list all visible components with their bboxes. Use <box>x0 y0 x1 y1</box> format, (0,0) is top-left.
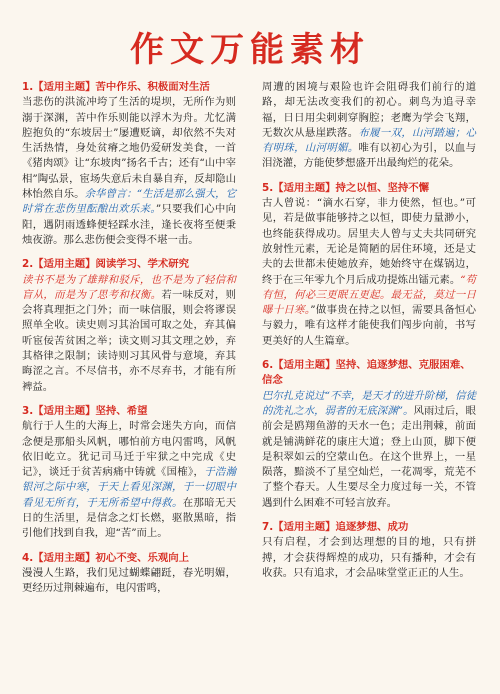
body-text: 航行于人生的大海上，时常会迷失方向，而信念便是那船头风帆，哪怕前方电闪雷鸣，风帆依旧屹立。犹记司马迁于牢狱之中完成《史记》，谈迁于贫苦病痛中铸就《国榷》， <box>22 420 236 479</box>
highlighted-quote: 于浩瀚银河之际中寒，于天上看见深渊，于一切眼中看见无所有，于无所希望中得救。 <box>22 466 236 509</box>
section-left-4 <box>22 551 236 597</box>
page-title: 作文万能素材 <box>130 30 370 70</box>
body-text: 古人曾说：“滴水石穿，非力使然，恒也。”可见，若是做事能够持之以恒，即使力量渺小，也终能获得成功。居里夫人曾与丈夫共同研究放射性元素，无论是简陋的居住环境，还是丈夫的去世都未使她放弃，她始终守在煤锅边，终于在三年零九个月后成功提炼出镭元素。 <box>262 197 476 286</box>
body-text: 周遭的困境与艰险也许会阻碍我们前行的道路，却无法改变我们的初心。刺鸟为追寻幸福，日日用尖刺刺穿胸腔；老鹰为学会飞翔，无数次从悬崖跌落。 <box>262 81 476 139</box>
section-right-1 <box>262 80 476 172</box>
section-body <box>22 273 236 395</box>
section-heading: 5.【适用主题】持之以恒、坚持不懈 <box>262 181 430 194</box>
body-text: 在那暗无天日的生活里，是信念之灯长燃，驱散黑暗，指引他们找到自我，迎“苦”而上。 <box>22 496 237 540</box>
body-text: 漫漫人生路，我们见过蝴蝶翩跹，春光明媚，更经历过荆棘遍布，电闪雷鸣， <box>22 566 236 595</box>
section-left-1 <box>22 80 236 248</box>
body-text: 只有启程，才会到达理想的目的地，只有拼搏，才会获得辉煌的成功，只有播种，才会有收获。只有追求，才会品味堂堂正正的人生。 <box>262 536 476 579</box>
section-heading: 4.【适用主题】初心不变、乐观向上 <box>22 551 190 564</box>
section-body <box>262 196 476 349</box>
body-text: ”做事贵在持之以恒，需要具备恒心与毅力，唯有这样才能使我们闯步向前，书写更美好的人生篇章。 <box>262 304 476 347</box>
highlighted-quote: 巴尔扎克说过“不幸，是天才的进升阶梯，信徒的洗礼之水，弱者的无底深渊”。 <box>262 389 476 417</box>
section-heading: 6.【适用主题】坚持、追逐梦想、克服困难、信念 <box>262 359 471 387</box>
highlighted-quote: 余华曾言：“生活是那么强大，它时常在悲伤里酝酿出欢乐来。 <box>22 188 237 216</box>
highlighted-quote: 布履一双，山河踏遍；心有明珠，山河明媚。 <box>262 126 477 155</box>
section-body <box>262 535 476 581</box>
section-heading: 7.【适用主题】追逐梦想、成功 <box>262 521 409 534</box>
left-column <box>22 80 236 606</box>
section-right-2 <box>262 181 476 349</box>
section-body <box>262 389 476 511</box>
body-text: 若一味反对，则会将真理拒之门外；而一味信服，则会将谬误照单全收。读史则习其治国可取之处，弃其偏听宦佞苦贫困之举；读文则习其文理之妙，弃其格律之限制；读诗则习其风骨与意境，弃其晦涩之言。不尽信书，亦不尽弃书，才能有所裨益。 <box>22 288 237 393</box>
body-text: 当悲伤的洪流冲垮了生活的堤坝，无所作为则溺于深渊，苦中作乐则能以浮木为舟。尤忆满腔抱负的“东坡居士”屡遭贬谪，却依然不失对生活热情，身处贫瘠之地仍爱研发美食，一首《猪肉颂》让“东坡肉”扬名千古；还有“山中宰相”陶弘景，宦场失意后未自暴自弃，反却隐山林怡然自乐。 <box>22 96 236 201</box>
section-heading: 1.【适用主题】苦中作乐、积极面对生活 <box>22 81 210 93</box>
section-heading: 3.【适用主题】坚持、希望 <box>22 404 148 417</box>
highlighted-quote: 读书不是为了雄辩和驳斥，也不是为了轻信和盲从，而是为了思考和权衡。 <box>22 273 236 301</box>
body-text: 风雨过后，眼前会是鸥翔鱼游的天水一色；走出荆棘，前面就是铺满鲜花的康庄大道；登上山顶，脚下便是积翠如云的空蒙山色。在这个世界上，一星陨落，黯淡不了星空灿烂，一花凋零，荒芜不了整个春天。人生要尽全力度过每一关，不管遇到什么困难不可轻言放弃。 <box>262 404 476 509</box>
right-column <box>262 80 476 590</box>
section-body <box>22 95 236 248</box>
section-right-3 <box>262 358 476 511</box>
body-text: 唯有以初心为引，以血与泪浇灌，方能使梦想盛开出最绚烂的花朵。 <box>262 142 477 170</box>
section-body <box>22 419 236 541</box>
section-body <box>22 566 236 597</box>
body-text: ”只要我们心中向阳，遇阴雨透蜂便轻踩水洼，逢长夜将至便秉烛夜游。那么悲伤便会变得不堪一击。 <box>22 203 236 246</box>
section-heading: 2.【适用主题】阅读学习、学术研究 <box>22 258 190 271</box>
highlighted-quote: “苟有恒，何必三更眠五更起。最无益，莫过一日曝十日寒。 <box>262 273 477 317</box>
section-left-2 <box>22 257 236 395</box>
section-right-4 <box>262 520 476 581</box>
section-body <box>262 80 476 172</box>
section-left-3 <box>22 404 236 542</box>
